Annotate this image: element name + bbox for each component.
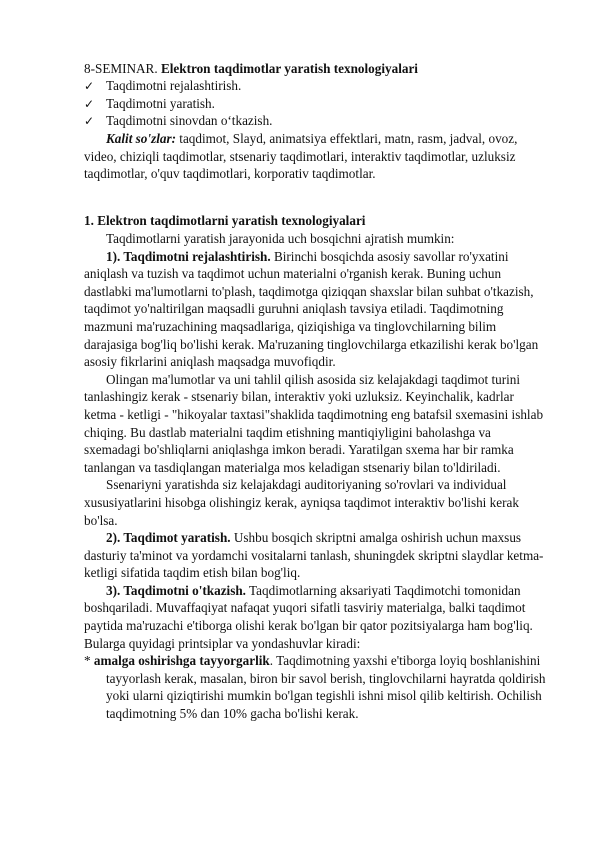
- seminar-title: [84, 60, 548, 78]
- section-heading: [84, 212, 548, 230]
- step2-text: Ushbu bosqich skriptni amalga oshirish uchun maxsus dasturiy ta'minot va yordamchi vositalarni tanlash, shuningdek skriptni slaydlar ketma-ketligi sifatida taqdim etish bilan bog'liq.: [84, 530, 544, 581]
- step1-text: Birinchi bosqichda asosiy savollar ro'yxatini aniqlash va tuzish va taqdimot uchun materialni o'rganish kerak. Buning uchun dastlabki ma'lumotlarni to'plash, taqdimotga qiziqqan shaxslar bilan suhbat o'tkazish, taqdimot yo'naltirilgan maqsadli guruhni aniqlash tavsiya etiladi. Taqdimotning mazmuni ma'ruzachining maqsadlariga, qiziqishiga va tinglovchilarning bilim darajasiga bog'liq bo'lishi kerak. Ma'ruzaning tinglovchilarga etkazilishi kerak bo'lgan asosiy fikrlarini aniqlash maqsadga muvofiqdir.: [84, 248, 539, 370]
- intro-paragraph: Taqdimotlarni yaratish jarayonida uch bosqichni ajratish mumkin:: [106, 231, 455, 246]
- step2-paragraph: [84, 529, 548, 582]
- keywords-paragraph: [84, 130, 548, 183]
- bullet-text: . Taqdimotning yaxshi e'tiborga loyiq boshlanishini tayyorlash kerak, masalan, biron bir savol berish, tinglovchilarni hayratda qoldirish yoki ularni qiziqtirishi mumkin bo'lgan tegishli ishni misol qilib keltirish. Ochilish taqdimotning 5% dan 10% gacha bo'lishi kerak.: [106, 653, 546, 722]
- step3-title: 3). Taqdimotni o'tkazish.: [106, 582, 246, 598]
- section-body: [84, 230, 548, 723]
- checkmark-icon: ✓: [84, 96, 95, 111]
- step1-paragraph: [84, 248, 548, 371]
- plan-item: [84, 95, 548, 113]
- plan-list: [84, 77, 548, 130]
- bullet-mark: *: [84, 653, 94, 669]
- bullet-item: [84, 652, 548, 722]
- seminar-topic: Elektron taqdimotlar yaratish texnologiyalari: [160, 61, 418, 76]
- bullet-title: amalga oshirishga tayyorgarlik: [93, 653, 270, 669]
- checkmark-icon: ✓: [84, 114, 95, 129]
- step3-paragraph: [84, 582, 548, 652]
- paragraph-2: Olingan ma'lumotlar va uni tahlil qilish asosida siz kelajakdagi taqdimot turini tanlashingiz kerak - stsenariy bilan, interaktiv yoki uzluksiz. Keyinchalik, kadrlar ketma - ketligi - "hikoyalar taxtasi"shaklida taqdimotning eng batafsil sxemasini ishlab chiqing. Bu dastlab materialni taqdim etishning mantiqiyligini baholashga va sxemadagi bo'shliqlarni aniqlashga imkon beradi. Yaratilgan sxema har bir ramka tanlangan va tasdiqlangan materialga mos keladigan stsenariy bilan to'ldiriladi.: [84, 371, 544, 475]
- plan-item-text: Taqdimotni yaratish.: [106, 95, 215, 111]
- checkmark-icon: ✓: [84, 79, 95, 93]
- keywords-text: taqdimot, Slayd, animatsiya effektlari, matn, rasm, jadval, ovoz, video, chiziqli taqdimotlar, stsenariy taqdimotlari, interaktiv taqdimotlar, uzluksiz taqdimotlar, o'quv taqdimotlari, korporativ taqdimotlar.: [84, 131, 518, 182]
- step1-title: 1). Taqdimotni rejalashtirish.: [106, 248, 271, 264]
- plan-item: [84, 77, 548, 95]
- seminar-number: 8-SEMINAR.: [84, 61, 161, 76]
- plan-item: [84, 112, 548, 130]
- keywords-label: Kalit so'zlar:: [106, 131, 176, 146]
- step3-text: Taqdimotlarning aksariyati Taqdimotchi tomonidan boshqariladi. Muvaffaqiyat nafaqat yuqori sifatli tasviriy materialga, balki taqdimot paytida ma'ruzachi e'tiborga olishi kerak bo'lgan bir qator pozitsiyalarga ham bog'liq. Bularga quyidagi printsiplar va yondashuvlar kiradi:: [84, 582, 533, 651]
- plan-item-text: Taqdimotni rejalashtirish.: [106, 78, 242, 93]
- paragraph-3: Ssenariyni yaratishda siz kelajakdagi auditoriyaning so'rovlari va individual xususiyatlarini hisobga olishingiz kerak, ayniqsa taqdimot interaktiv bo'lishi kerak bo'lsa.: [84, 477, 519, 528]
- section-heading-text: 1. Elektron taqdimotlarni yaratish texnologiyalari: [84, 213, 366, 228]
- step2-title: 2). Taqdimot yaratish.: [106, 530, 231, 546]
- plan-item-text: Taqdimotni sinovdan o‘tkazish.: [106, 113, 273, 129]
